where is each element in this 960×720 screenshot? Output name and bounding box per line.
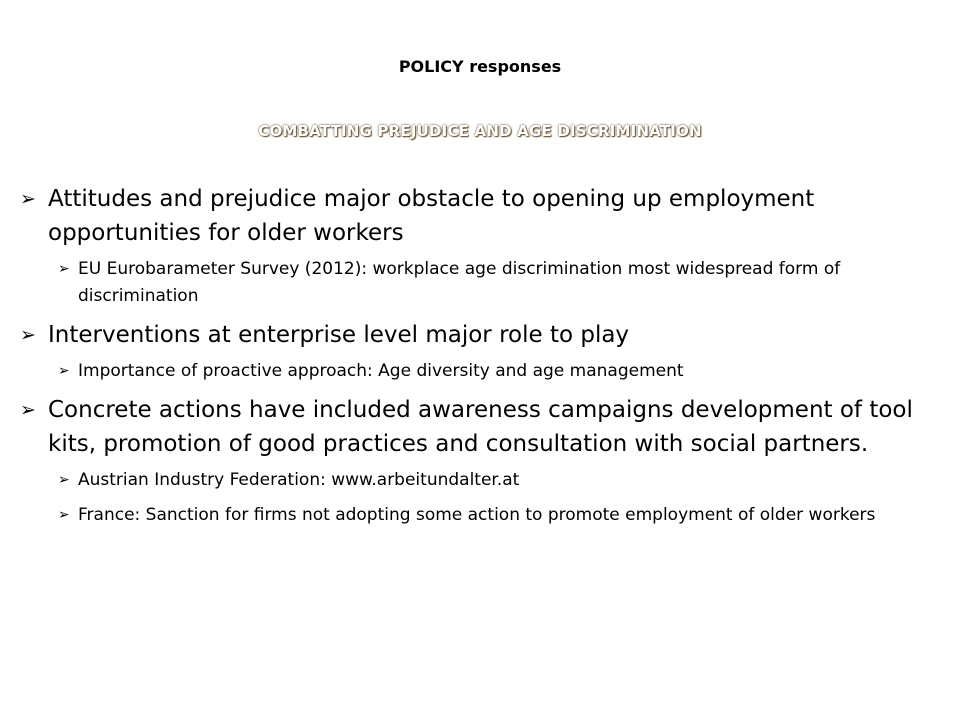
arrow-bullet-icon: ➢ <box>58 261 70 277</box>
sub-bullet-item-eurobarometer <box>18 256 948 310</box>
slide-subtitle: COMBATTING PREJUDICE AND AGE DISCRIMINATION <box>258 122 702 140</box>
arrow-bullet-icon: ➢ <box>58 472 70 488</box>
sub-bullet-text: Importance of proactive approach: Age diversity and age management <box>78 361 684 381</box>
sub-bullet-text: France: Sanction for firms not adopting some action to promote employment of older workers <box>78 505 876 525</box>
sub-bullet-text: EU Eurobarameter Survey (2012): workplace age discrimination most widespread form of discrimination <box>78 259 841 306</box>
arrow-bullet-icon: ➢ <box>58 507 70 523</box>
bullet-text: Interventions at enterprise level major role to play <box>48 322 630 348</box>
arrow-bullet-icon: ➢ <box>58 363 70 379</box>
bullet-text: Concrete actions have included awareness campaigns development of tool kits, promotion of good practices and consultation with social partners. <box>48 397 913 457</box>
arrow-bullet-icon: ➢ <box>20 188 36 210</box>
sub-bullet-item-france <box>18 502 948 529</box>
arrow-bullet-icon: ➢ <box>20 399 36 421</box>
arrow-bullet-icon: ➢ <box>20 324 36 346</box>
sub-bullet-text: Austrian Industry Federation: www.arbeitundalter.at <box>78 470 520 490</box>
sub-bullet-item-austria <box>18 467 948 494</box>
bullet-text: Attitudes and prejudice major obstacle to opening up employment opportunities for older workers <box>48 186 815 246</box>
slide-title: POLICY responses <box>398 57 562 76</box>
sub-bullet-item-proactive <box>18 358 948 385</box>
bullet-item-concrete-actions <box>18 393 948 461</box>
bullet-item-attitudes <box>18 182 948 250</box>
bullet-list <box>18 182 948 537</box>
bullet-item-interventions <box>18 318 948 352</box>
